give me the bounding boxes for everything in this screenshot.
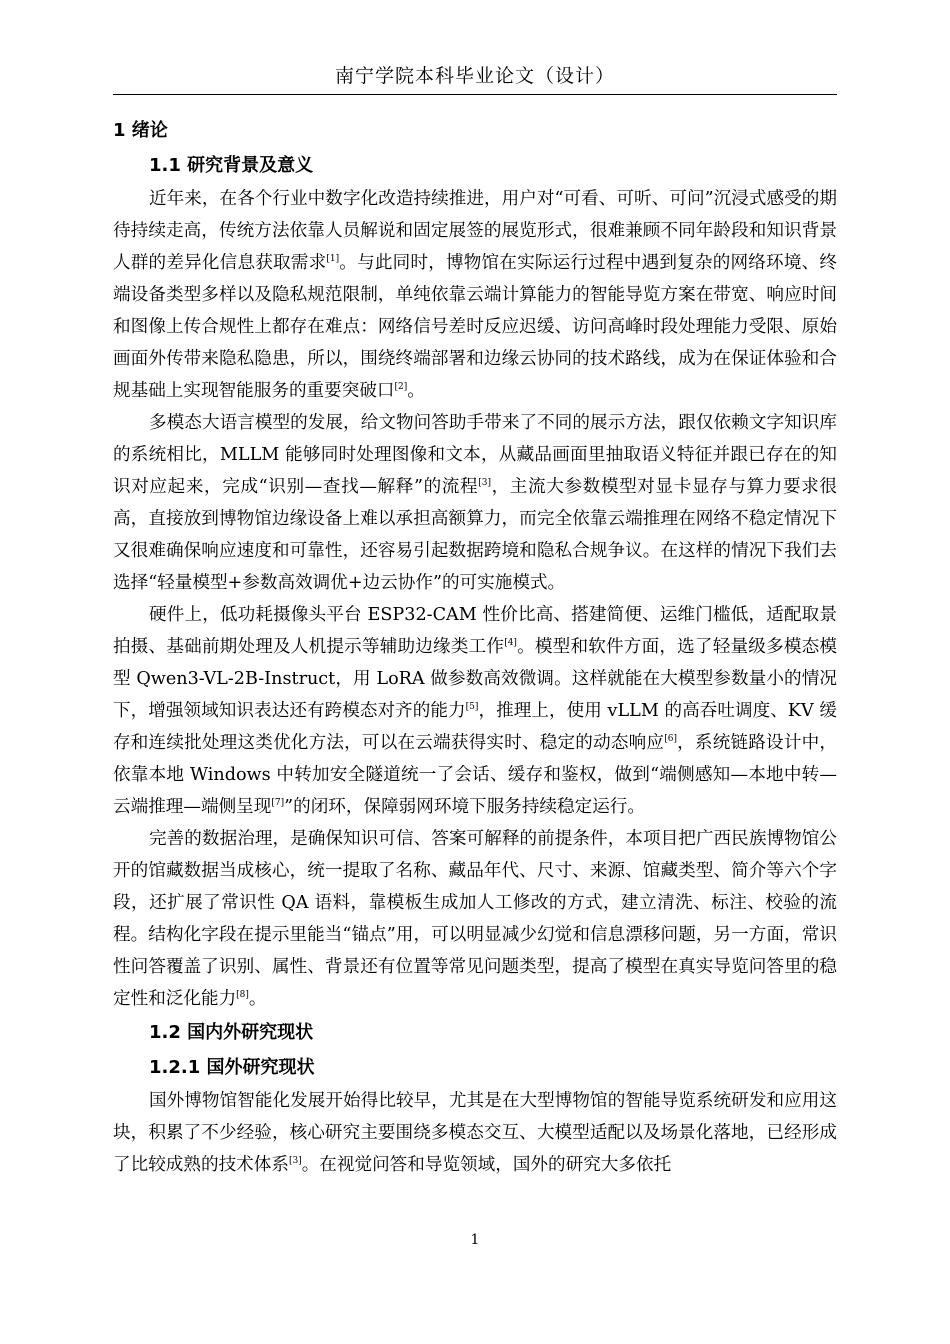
body-content <box>113 113 837 1181</box>
text-run: 。模型和软件方面，选了轻量级多模态模型 Qwen3-VL-2B-Instruct，用 LoRA 做参数高效微调。这样就能在大模型参数量小的情况下，增强领域知识表达还有跨模态对齐的能力 <box>113 637 837 721</box>
section-title-1-2-1: 1.2.1 国外研究现状 <box>149 1057 315 1078</box>
paragraph <box>113 183 837 407</box>
paragraph <box>113 823 837 1015</box>
header-rule <box>113 94 837 95</box>
citation-ref: [7] <box>271 798 285 809</box>
text-run: 。在视觉问答和导览领域，国外的研究大多依托 <box>301 1155 672 1175</box>
text-run: 完善的数据治理，是确保知识可信、答案可解释的前提条件，本项目把广西民族博物馆公开的馆藏数据当成核心，统一提取了名称、藏品年代、尺寸、来源、馆藏类型、简介等六个字段，还扩展了常识性 QA 语料，靠模板生成加人工修改的方式，建立清洗、标注、校验的流程。结构化字段在提示里能当“锚点”用，可以明显减少幻觉和信息漂移问题，另一方面，常识性问答覆盖了识别、属性、背景还有位置等常见问题类型，提高了模型在真实导览问答里的稳定性和泛化能力 <box>113 829 837 1009</box>
citation-ref: [6] <box>664 734 677 745</box>
section-title-1-1: 1.1 研究背景及意义 <box>149 155 314 176</box>
paragraph <box>113 599 837 823</box>
chapter-title: 1 绪论 <box>113 120 168 141</box>
text-run: 。 <box>407 381 425 401</box>
text-run: 多模态大语言模型的发展，给文物问答助手带来了不同的展示方法，跟仅依赖文字知识库的系统相比，MLLM 能够同时处理图像和文本，从藏品画面里抽取语义特征并跟已存在的知识对应起来，完成“识别—查找—解释”的流程 <box>113 413 837 497</box>
citation-ref: [4] <box>504 638 517 649</box>
text-run: 。 <box>248 989 267 1009</box>
text-run: ，主流大参数模型对显卡显存与算力要求很高，直接放到博物馆边缘设备上难以承担高额算力，而完全依靠云端推理在网络不稳定情况下又很难确保响应速度和可靠性，还容易引起数据跨境和隐私合规争议。在这样的情况下我们去选择“轻量模型+参数高效调优+边云协作”的可实施模式。 <box>113 477 837 593</box>
text-run: ，系统链路设计中，依靠本地 Windows 中转加安全隧道统一了会话、缓存和鉴权，做到“端侧感知—本地中转—云端推理—端侧呈现 <box>113 733 837 817</box>
citation-ref: [2] <box>394 382 408 393</box>
text-run: ，推理上，使用 vLLM 的高吞吐调度、KV 缓存和连续批处理这类优化方法，可以在云端获得实时、稳定的动态响应 <box>113 701 837 753</box>
text-run: 硬件上，低功耗摄像头平台 ESP32-CAM 性价比高、搭建简便、运维门槛低，适配取景拍摄、基础前期处理及人机提示等辅助边缘类工作 <box>113 605 837 657</box>
text-run: 。与此同时，博物馆在实际运行过程中遇到复杂的网络环境、终端设备类型多样以及隐私规范限制，单纯依靠云端计算能力的智能导览方案在带宽、响应时间和图像上传合规性上都存在难点：网络信号差时反应迟缓、访问高峰时段处理能力受限、原始画面外传带来隐私隐患，所以，围绕终端部署和边缘云协同的技术路线，成为在保证体验和合规基础上实现智能服务的重要突破口 <box>113 253 837 401</box>
text-run: 近年来，在各个行业中数字化改造持续推进，用户对“可看、可听、可问”沉浸式感受的期待持续走高，传统方法依靠人员解说和固定展签的展览形式，很难兼顾不同年龄段和知识背景人群的差异化信息获取需求 <box>113 189 837 273</box>
citation-ref: [8] <box>236 990 249 1001</box>
page-number: 1 <box>470 1232 480 1248</box>
citation-ref: [3] <box>288 1156 302 1167</box>
text-run: 国外博物馆智能化发展开始得比较早，尤其是在大型博物馆的智能导览系统研发和应用这块，积累了不少经验，核心研究主要围绕多模态交互、大模型适配以及场景化落地，已经形成了比较成熟的技术体系 <box>113 1091 837 1175</box>
citation-ref: [1] <box>326 254 340 265</box>
text-run: ”的闭环，保障弱网环境下服务持续稳定运行。 <box>284 797 645 817</box>
citation-ref: [3] <box>478 478 491 489</box>
paragraph <box>113 407 837 599</box>
section-title-1-2: 1.2 国内外研究现状 <box>149 1022 314 1043</box>
citation-ref: [5] <box>465 702 479 713</box>
paragraph <box>113 1085 837 1181</box>
running-header: 南宁学院本科毕业论文（设计） <box>334 65 615 87</box>
